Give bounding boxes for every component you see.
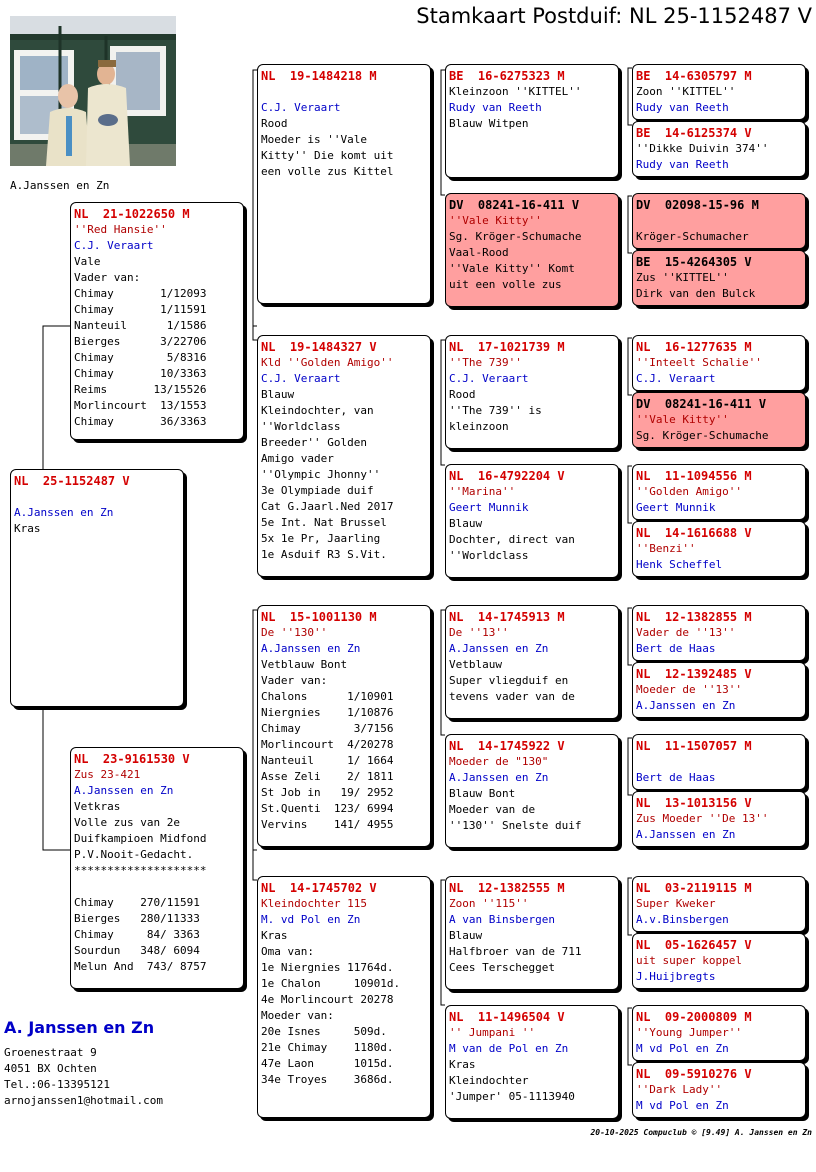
pigeon-card-fm[interactable]	[257, 335, 431, 577]
pigeon-info-line: Chimay 3/7156	[261, 722, 394, 735]
pigeon-info-line: 'Jumper' 05-1113940	[449, 1090, 575, 1103]
pigeon-info-line: Vader van:	[261, 674, 328, 687]
pigeon-info-line	[261, 84, 427, 100]
pigeon-info-line: Sourdun 348/ 6094	[74, 944, 200, 957]
owner-name: A. Janssen en Zn	[4, 1018, 155, 1037]
ring-number: NL 11-1496504 V	[449, 1010, 565, 1024]
pigeon-info-line: Bert de Haas	[636, 771, 716, 784]
pigeon-info-line: Amigo vader	[261, 452, 334, 465]
pigeon-info-line: Vetkras	[74, 800, 121, 813]
pigeon-info-line: Blauw	[449, 929, 483, 942]
owner-city: 4051 BX Ochten	[4, 1062, 97, 1075]
pigeon-card-fff[interactable]	[445, 64, 619, 178]
pigeon-info-line: Rudy van Reeth	[636, 101, 729, 114]
pigeon-info-line: M vd Pol en Zn	[636, 1099, 729, 1112]
pigeon-info-line: 5x 1e Pr, Jaarling	[261, 532, 381, 545]
pigeon-info-line: 47e Laon 1015d.	[261, 1057, 394, 1070]
ring-number: NL 09-5910276 V	[636, 1067, 752, 1081]
pigeon-info-line: C.J. Veraart	[261, 372, 341, 385]
ring-number: BE 16-6275323 M	[449, 69, 565, 83]
ring-number: DV 02098-15-96 M	[636, 198, 759, 212]
ring-number: NL 19-1484218 M	[261, 69, 377, 83]
pigeon-info-line: Super vliegduif en	[449, 674, 569, 687]
pigeon-info-line: P.V.Nooit-Gedacht.	[74, 848, 194, 861]
pigeon-info-line: Niergnies 1/10876	[261, 706, 394, 719]
pigeon-info-line: Moeder van:	[261, 1009, 334, 1022]
pigeon-info-line: A.Janssen en Zn	[636, 699, 736, 712]
pigeon-card-g15[interactable]	[632, 1005, 806, 1061]
ring-number: NL 14-1745922 V	[449, 739, 565, 753]
pigeon-info-line: Kleindochter 115	[261, 897, 367, 910]
pigeon-info-line: Cat G.Jaarl.Ned 2017	[261, 500, 394, 513]
pigeon-card-mff[interactable]	[445, 605, 619, 719]
pigeon-info-line: een volle zus Kittel	[261, 165, 394, 178]
pigeon-card-mm[interactable]	[257, 876, 431, 1118]
pigeon-info-line: A van Binsbergen	[449, 913, 555, 926]
pigeon-info-line: Bierges 280/11333	[74, 912, 200, 925]
pigeon-info-line: Chimay 36/3363	[74, 415, 207, 428]
pigeon-info-line: Volle zus van 2e	[74, 816, 180, 829]
ring-number: NL 05-1626457 V	[636, 938, 752, 952]
pigeon-card-g4[interactable]	[632, 250, 806, 306]
pigeon-info-line: Zus 23-421	[74, 768, 141, 781]
pigeon-info-line: Rudy van Reeth	[449, 101, 542, 114]
pigeon-info-line: Dochter, direct van	[449, 533, 575, 546]
pigeon-info-line: 34e Troyes 3686d.	[261, 1073, 394, 1086]
pigeon-card-g5[interactable]	[632, 335, 806, 391]
pigeon-card-ff[interactable]	[257, 64, 431, 304]
pigeon-info-line: ''Inteelt Schalie''	[636, 356, 762, 369]
ring-number: NL 23-9161530 V	[74, 752, 190, 766]
pigeon-info-line: ''Golden Amigo''	[636, 485, 742, 498]
pigeon-info-line: St Job in 19/ 2952	[261, 786, 394, 799]
pigeon-info-line: Kras	[261, 929, 288, 942]
pigeon-info-line: De ''13''	[449, 626, 509, 639]
pigeon-info-line: C.J. Veraart	[449, 372, 529, 385]
pigeon-info-line: Morlincourt 13/1553	[74, 399, 207, 412]
pigeon-info-line: Rood	[449, 388, 476, 401]
pigeon-info-line: uit een volle zus	[449, 278, 562, 291]
pigeon-info-line: Zoon ''KITTEL''	[636, 85, 736, 98]
owner-contact-block	[4, 1018, 163, 1109]
pigeon-info-line: Zus ''KITTEL''	[636, 271, 729, 284]
pigeon-info-line: Sg. Kröger-Schumache	[449, 230, 582, 243]
pigeon-info-line: Chimay 10/3363	[74, 367, 207, 380]
pigeon-card-g14[interactable]	[632, 933, 806, 989]
pigeon-info-line: Geert Munnik	[636, 501, 716, 514]
pigeon-info-line: Chimay 1/11591	[74, 303, 207, 316]
pigeon-card-g12[interactable]	[632, 791, 806, 847]
pigeon-info-line: Bierges 3/22706	[74, 335, 207, 348]
pigeon-card-g10[interactable]	[632, 662, 806, 718]
pigeon-info-line: A.Janssen en Zn	[261, 642, 361, 655]
pigeon-info-line: 4e Morlincourt 20278	[261, 993, 394, 1006]
pigeon-info-line: ''Worldclass	[449, 549, 529, 562]
pigeon-info-line: 1e Asduif R3 S.Vit.	[261, 548, 387, 561]
pigeon-info-line: ''Young Jumper''	[636, 1026, 742, 1039]
pigeon-card-ffm[interactable]	[445, 193, 619, 307]
ring-number: BE 15-4264305 V	[636, 255, 752, 269]
pigeon-info-line: kleinzoon	[449, 420, 509, 433]
owner-street: Groenestraat 9	[4, 1046, 97, 1059]
pigeon-info-line: Kitty'' Die komt uit	[261, 149, 394, 162]
pigeon-info-line: ********************	[74, 864, 207, 877]
ring-number: NL 25-1152487 V	[14, 474, 130, 488]
owner-name-caption: A.Janssen en Zn	[10, 179, 110, 192]
pigeon-info-line: Vervins 141/ 4955	[261, 818, 394, 831]
pigeon-info-line	[74, 879, 240, 895]
ring-number: BE 14-6305797 M	[636, 69, 752, 83]
pigeon-info-line: ''Marina''	[449, 485, 516, 498]
ring-number: NL 11-1094556 M	[636, 469, 752, 483]
ring-number: NL 19-1484327 V	[261, 340, 377, 354]
ring-number: NL 17-1021739 M	[449, 340, 565, 354]
pigeon-card-g11[interactable]	[632, 734, 806, 790]
pigeon-info-line: M van de Pol en Zn	[449, 1042, 569, 1055]
pigeon-info-line: Super Kweker	[636, 897, 716, 910]
ring-number: NL 16-4792204 V	[449, 469, 565, 483]
pigeon-info-line: ''Dikke Duivin 374''	[636, 142, 769, 155]
pigeon-info-line: ''The 739'' is	[449, 404, 542, 417]
pigeon-info-line: Vader de ''13''	[636, 626, 736, 639]
pigeon-card-g6[interactable]	[632, 392, 806, 448]
pigeon-card-g2[interactable]	[632, 121, 806, 177]
pigeon-info-line: Moeder de ''13''	[636, 683, 742, 696]
pigeon-info-line: A.Janssen en Zn	[449, 642, 549, 655]
ring-number: NL 14-1745702 V	[261, 881, 377, 895]
pigeon-info-line: Henk Scheffel	[636, 558, 723, 571]
pigeon-info-line: Rood	[261, 117, 288, 130]
pigeon-card-fmm[interactable]	[445, 464, 619, 578]
pigeon-info-line: tevens vader van de	[449, 690, 575, 703]
pigeon-info-line: ''Vale Kitty''	[449, 214, 542, 227]
pigeon-info-line: Melun And 743/ 8757	[74, 960, 207, 973]
page-title: Stamkaart Postduif: NL 25-1152487 V	[416, 4, 812, 28]
ring-number: NL 03-2119115 M	[636, 881, 752, 895]
pigeon-info-line: Breeder'' Golden	[261, 436, 367, 449]
pigeon-info-line: Chimay 5/8316	[74, 351, 207, 364]
pigeon-info-line: Kras	[14, 522, 41, 535]
pigeon-info-line: uit super koppel	[636, 954, 742, 967]
pigeon-info-line: ''Olympic Jhonny''	[261, 468, 381, 481]
pigeon-info-line: Geert Munnik	[449, 501, 529, 514]
pigeon-info-line: Zoon ''115''	[449, 897, 529, 910]
pigeon-card-main[interactable]	[10, 469, 184, 707]
pigeon-info-line: Chimay 270/11591	[74, 896, 200, 909]
ring-number: BE 14-6125374 V	[636, 126, 752, 140]
pigeon-info-line: Chimay 1/12093	[74, 287, 207, 300]
pigeon-info-line: A.Janssen en Zn	[449, 771, 549, 784]
ring-number: NL 14-1745913 M	[449, 610, 565, 624]
pigeon-info-line: C.J. Veraart	[74, 239, 154, 252]
ring-number: NL 09-2000809 M	[636, 1010, 752, 1024]
pigeon-info-line: De ''130''	[261, 626, 328, 639]
pigeon-info-line: Vale	[74, 255, 101, 268]
pigeon-info-line: ''The 739''	[449, 356, 522, 369]
pigeon-card-g13[interactable]	[632, 876, 806, 932]
pigeon-info-line: ''Benzi''	[636, 542, 696, 555]
ring-number: NL 11-1507057 M	[636, 739, 752, 753]
pigeon-info-line: A.Janssen en Zn	[74, 784, 174, 797]
pigeon-info-line: A.Janssen en Zn	[14, 506, 114, 519]
pigeon-info-line: Halfbroer van de 711	[449, 945, 582, 958]
pigeon-info-line	[14, 489, 180, 505]
pigeon-info-line: Kld ''Golden Amigo''	[261, 356, 394, 369]
pigeon-info-line: Sg. Kröger-Schumache	[636, 429, 769, 442]
pigeon-card-mother[interactable]	[70, 747, 244, 989]
pigeon-info-line: ''Vale Kitty''	[636, 413, 729, 426]
pigeon-info-line: Vader van:	[74, 271, 141, 284]
pigeon-info-line: C.J. Veraart	[261, 101, 341, 114]
pigeon-info-line: Nanteuil 1/ 1664	[261, 754, 394, 767]
pigeon-info-line: A.Janssen en Zn	[636, 828, 736, 841]
pigeon-card-mmf[interactable]	[445, 876, 619, 990]
pigeon-info-line: Kleinzoon ''KITTEL''	[449, 85, 582, 98]
pigeon-info-line: Kröger-Schumacher	[636, 230, 749, 243]
pigeon-info-line: Blauw Witpen	[449, 117, 529, 130]
pigeon-info-line: Moeder de "130"	[449, 755, 549, 768]
pigeon-info-line: 3e Olympiade duif	[261, 484, 374, 497]
pigeon-info-line: St.Quenti 123/ 6994	[261, 802, 394, 815]
pigeon-card-mf[interactable]	[257, 605, 431, 847]
pigeon-info-line: Bert de Haas	[636, 642, 716, 655]
pigeon-card-g16[interactable]	[632, 1062, 806, 1118]
pigeon-info-line: Dirk van den Bulck	[636, 287, 756, 300]
ring-number: NL 13-1013156 V	[636, 796, 752, 810]
pigeon-info-line: M. vd Pol en Zn	[261, 913, 361, 926]
pigeon-info-line: Duifkampioen Midfond	[74, 832, 207, 845]
pigeon-info-line: Blauw Bont	[449, 787, 516, 800]
print-footer: 20-10-2025 Compuclub © [9.49] A. Janssen en Zn	[590, 1128, 812, 1137]
pigeon-info-line: Kleindochter, van	[261, 404, 374, 417]
pigeon-info-line: Zus Moeder ''De 13''	[636, 812, 769, 825]
ring-number: NL 15-1001130 M	[261, 610, 377, 624]
pigeon-info-line: Moeder van de	[449, 803, 536, 816]
pigeon-info-line: Asse Zeli 2/ 1811	[261, 770, 394, 783]
pigeon-info-line: 5e Int. Nat Brussel	[261, 516, 387, 529]
pigeon-info-line: 1e Chalon 10901d.	[261, 977, 401, 990]
pigeon-card-g9[interactable]	[632, 605, 806, 661]
pigeon-info-line: Chalons 1/10901	[261, 690, 394, 703]
owner-phone: Tel.:06-13395121	[4, 1078, 110, 1091]
pigeon-info-line: Blauw	[449, 517, 483, 530]
pigeon-info-line: Kleindochter	[449, 1074, 529, 1087]
pigeon-info-line: ''Red Hansie''	[74, 223, 167, 236]
pigeon-card-g7[interactable]	[632, 464, 806, 520]
pigeon-card-father[interactable]	[70, 202, 244, 440]
ring-number: DV 08241-16-411 V	[449, 198, 580, 212]
pigeon-info-line: J.Huijbregts	[636, 970, 716, 983]
pigeon-info-line: Vetblauw Bont	[261, 658, 348, 671]
pigeon-info-line: 21e Chimay 1180d.	[261, 1041, 394, 1054]
pigeon-info-line: Chimay 84/ 3363	[74, 928, 200, 941]
pigeon-info-line: Reims 13/15526	[74, 383, 207, 396]
pigeon-info-line: Vaal-Rood	[449, 246, 509, 259]
pigeon-info-line: ''130'' Snelste duif	[449, 819, 582, 832]
pigeon-info-line: ''Vale Kitty'' Komt	[449, 262, 575, 275]
pigeon-card-mmm[interactable]	[445, 1005, 619, 1119]
pigeon-info-line	[636, 754, 802, 770]
pigeon-card-g3[interactable]	[632, 193, 806, 249]
pigeon-card-g8[interactable]	[632, 521, 806, 577]
pigeon-info-line: Kras	[449, 1058, 476, 1071]
pigeon-card-mfm[interactable]	[445, 734, 619, 848]
ring-number: NL 12-1382855 M	[636, 610, 752, 624]
pigeon-info-line: Nanteuil 1/1586	[74, 319, 207, 332]
pigeon-info-line: Blauw	[261, 388, 295, 401]
pigeon-info-line: ''Worldclass	[261, 420, 341, 433]
pigeon-info-line: 20e Isnes 509d.	[261, 1025, 387, 1038]
pigeon-info-line	[636, 213, 802, 229]
pigeon-info-line: Cees Terschegget	[449, 961, 555, 974]
pigeon-info-line: '' Jumpani ''	[449, 1026, 536, 1039]
ring-number: DV 08241-16-411 V	[636, 397, 767, 411]
pigeon-info-line: Oma van:	[261, 945, 314, 958]
pigeon-info-line: A.v.Binsbergen	[636, 913, 729, 926]
pigeon-info-line: Morlincourt 4/20278	[261, 738, 394, 751]
pigeon-info-line: Vetblauw	[449, 658, 502, 671]
pigeon-info-line: Rudy van Reeth	[636, 158, 729, 171]
ring-number: NL 12-1392485 V	[636, 667, 752, 681]
pigeon-info-line: C.J. Veraart	[636, 372, 716, 385]
ring-number: NL 14-1616688 V	[636, 526, 752, 540]
pigeon-info-line: M vd Pol en Zn	[636, 1042, 729, 1055]
pigeon-info-line: 1e Niergnies 11764d.	[261, 961, 394, 974]
owner-email[interactable]: arnojanssen1@hotmail.com	[4, 1094, 163, 1107]
ring-number: NL 16-1277635 M	[636, 340, 752, 354]
pigeon-info-line: ''Dark Lady''	[636, 1083, 723, 1096]
pigeon-card-g1[interactable]	[632, 64, 806, 120]
pigeon-card-fmf[interactable]	[445, 335, 619, 449]
pigeon-info-line: Moeder is ''Vale	[261, 133, 367, 146]
ring-number: NL 21-1022650 M	[74, 207, 190, 221]
ring-number: NL 12-1382555 M	[449, 881, 565, 895]
